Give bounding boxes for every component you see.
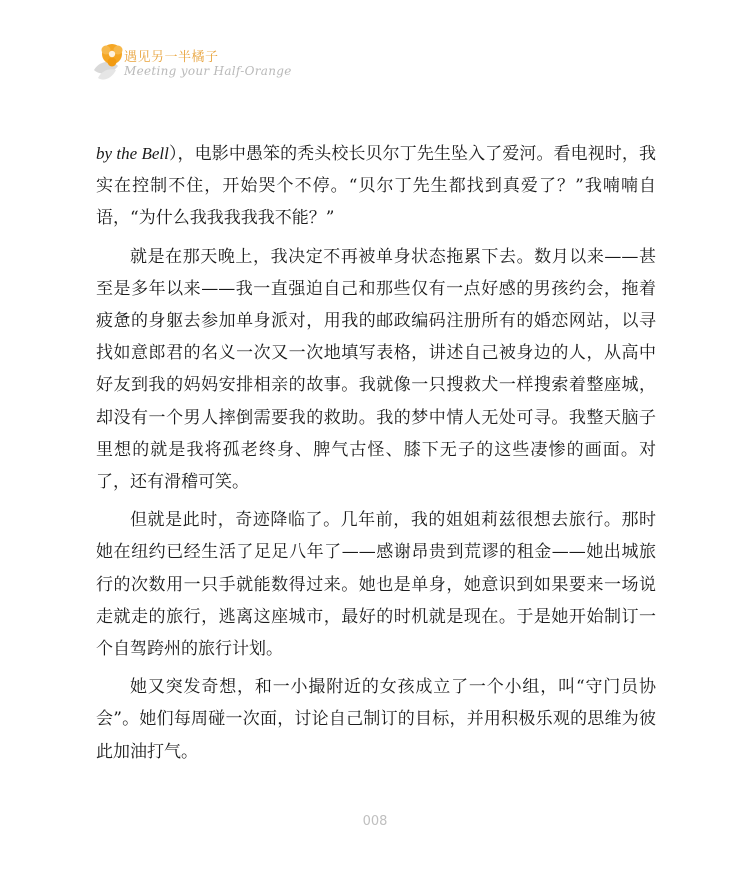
header-title-cn: 遇见另一半橘子 <box>124 50 219 65</box>
paragraph-1-text: ），电影中愚笨的秃头校长贝尔丁先生坠入了爱河。看电视时，我实在控制不住，开始哭个不停。“贝尔丁先生都找到真爱了？”我喃喃自语，“为什么我我我我我不能？” <box>96 144 656 229</box>
italic-title-fragment: by the Bell <box>96 144 169 163</box>
paragraph-1 <box>96 138 656 235</box>
page-number: 008 <box>362 814 388 829</box>
paragraph-2: 就是在那天晚上，我决定不再被单身状态拖累下去。数月以来——甚至是多年以来——我一直强迫自己和那些仅有一点好感的男孩约会，拖着疲惫的身躯去参加单身派对，用我的邮政编码注册所有的婚恋网站，以寻找如意郎君的名义一次又一次地填写表格，讲述自己被身边的人，从高中好友到我的妈妈安排相亲的故事。我就像一只搜救犬一样搜索着整座城，却没有一个男人摔倒需要我的救助。我的梦中情人无处可寻。我整天脑子里想的就是我将孤老终身、脾气古怪、膝下无子的这些凄惨的画面。对了，还有滑稽可笑。 <box>96 246 656 493</box>
header-title-en: Meeting your Half-Orange <box>124 64 292 78</box>
page-body <box>96 138 656 768</box>
paragraph-3: 但就是此时，奇迹降临了。几年前，我的姐姐莉兹很想去旅行。那时她在纽约已经生活了足足八年了——感谢昂贵到荒谬的租金——她出城旅行的次数用一只手就能数得过来。她也是单身，她意识到如果要来一场说走就走的旅行，逃离这座城市，最好的时机就是现在。于是她开始制订一个自驾跨州的旅行计划。 <box>96 510 656 660</box>
paragraph-4: 她又突发奇想，和一小撮附近的女孩成立了一个小组，叫“守门员协会”。她们每周碰一次面，讨论自己制订的目标，并用积极乐观的思维为彼此加油打气。 <box>96 677 656 762</box>
running-header <box>90 40 330 90</box>
